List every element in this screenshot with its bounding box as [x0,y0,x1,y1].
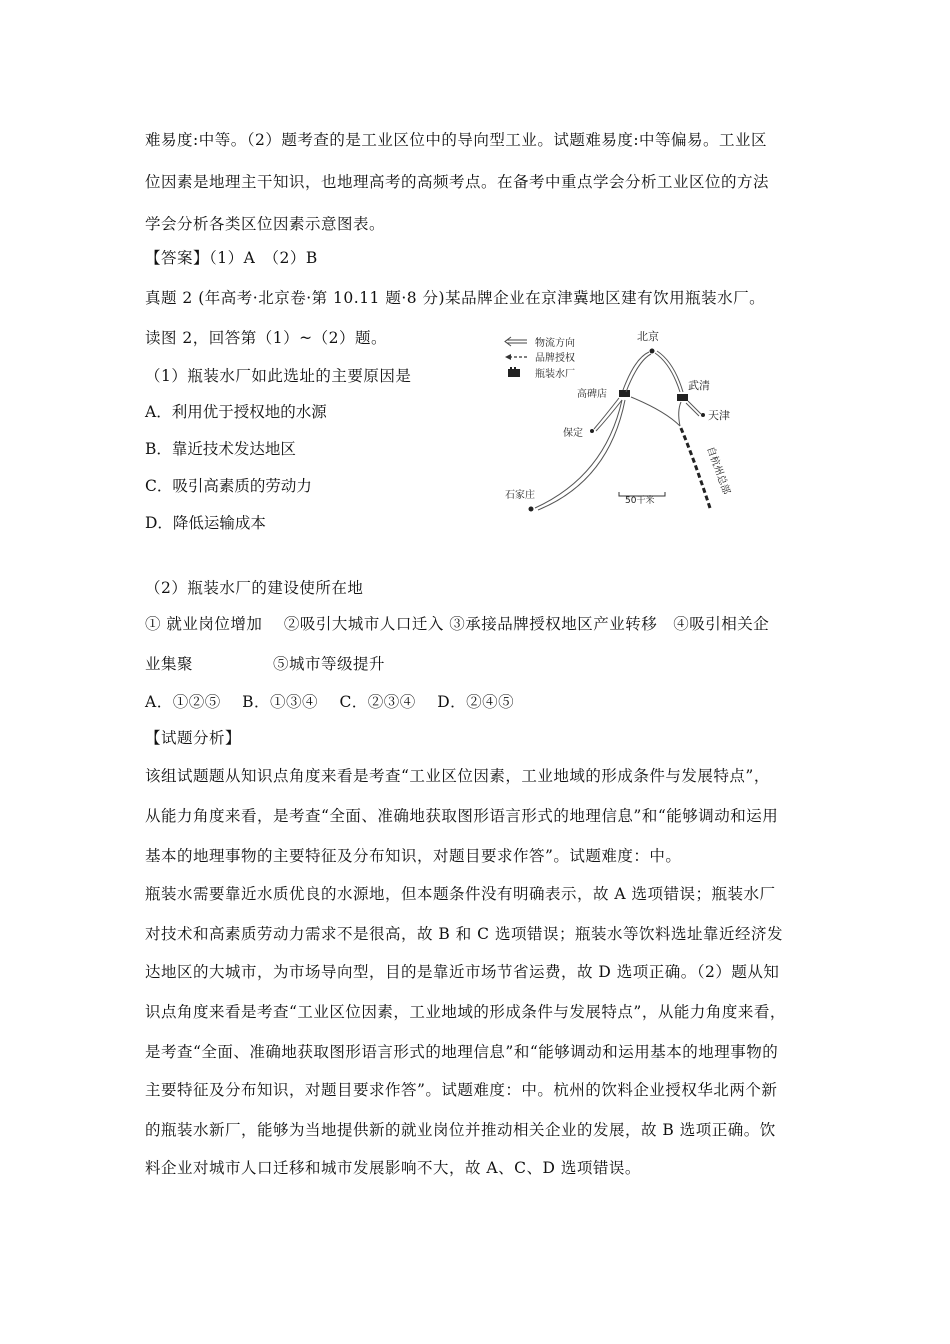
city-gaobeidian: 高碑店 [577,389,607,400]
gaobeidian-factory-icon [619,390,630,397]
analysis-line-6: 达地区的大城市，为市场导向型，目的是靠近市场节省运费，故 D 选项正确。（2）题从知 [145,963,780,981]
city-tianjin: 天津 [708,409,730,422]
map-legend [505,336,575,380]
analysis-line-8: 是考查“全面、准确地获取图形语言形式的地理信息”和“能够调动和运用基本的地理事物的 [145,1043,779,1061]
shijiazhuang-dot [529,507,534,512]
city-wuqing: 武清 [688,379,710,392]
q1-option-a: A．利用优于授权地的水源 [145,403,327,421]
scale-label: 50千米 [625,496,655,506]
q1-stem: （1）瓶装水厂如此选址的主要原因是 [145,367,412,385]
wuqing-factory-icon [677,394,688,401]
analysis-line-9: 主要特征及分布知识，对题目要求作答”。试题难度：中。杭州的饮料企业授权华北两个新 [145,1081,778,1099]
question-title: 真题 2 (年高考·北京卷·第 10.11 题·8 分)某品牌企业在京津冀地区建有饮用瓶装水厂。 [145,289,766,307]
license-flows [631,397,710,508]
analysis-line-11: 料企业对城市人口迁移和城市发展影响不大，故 A、C、D 选项错误。 [145,1159,641,1177]
analysis-line-4: 瓶装水需要靠近水质优良的水源地，但本题条件没有明确表示，故 A 选项错误；瓶装水厂 [145,885,776,903]
legend-logistics: 物流方向 [535,338,575,349]
legend-license: 品牌授权 [535,353,575,364]
analysis-line-2: 从能力角度来看，是考查“全面、准确地获取图形语言形式的地理信息”和“能够调动和运用 [145,807,779,825]
analysis-line-10: 的瓶装水新厂，能够为当地提供新的就业岗位并推动相关企业的发展，故 B 选项正确。饮 [145,1121,776,1139]
q1-option-b: B．靠近技术发达地区 [145,440,296,458]
analysis-line-1: 该组试题题从知识点角度来看是考查“工业区位因素，工业地域的形成条件与发展特点”， [145,767,770,785]
logistics-arrow-icon [505,337,511,346]
factory-icon [508,369,520,377]
intro-line-2: 位因素是地理主干知识，也地理高考的高频考点。在备考中重点学会分析工业区位的方法 [145,173,770,191]
baoding-dot [590,429,594,433]
q1-option-c: C．吸引高素质的劳动力 [145,477,312,495]
q2-stem: （2）瓶装水厂的建设使所在地 [145,579,364,597]
analysis-line-7: 识点角度来看是考查“工业区位因素，工业地域的形成条件与发展特点”，从能力角度来看， [145,1003,786,1021]
analysis-header: 【试题分析】 [145,729,242,747]
q1-option-d: D．降低运输成本 [145,514,266,532]
intro-line-3: 学会分析各类区位因素示意图表。 [145,215,386,233]
city-shijiazhuang: 石家庄 [505,490,535,501]
analysis-line-5: 对技术和高素质劳动力需求不是很高，故 B 和 C 选项错误；瓶装水等饮料选址靠近经济发 [145,925,783,943]
location-map-figure [495,326,755,516]
tianjin-dot [701,413,705,417]
license-arrow-icon [505,354,511,360]
intro-line-1: 难易度:中等。（2）题考查的是工业区位中的导向型工业。试题难易度:中等偏易。工业区 [145,131,768,149]
q2-items-line-1: ① 就业岗位增加 ②吸引大城市人口迁入 ③承接品牌授权地区产业转移 ④吸引相关企 [145,615,770,633]
analysis-line-3: 基本的地理事物的主要特征及分布知识，对题目要求作答”。试题难度：中。 [145,847,682,865]
q2-choices: A．①②⑤ B．①③④ C．②③④ D．②④⑤ [145,693,515,711]
answer-line: 【答案】（1）A （2）B [145,249,318,267]
legend-factory: 瓶装水厂 [535,369,575,380]
beijing-dot [650,349,655,354]
question-read: 读图 2，回答第（1）~（2）题。 [145,329,387,347]
hangzhou-label: 自杭州总部 [704,445,732,497]
city-baoding: 保定 [563,428,583,439]
city-beijing: 北京 [637,330,659,343]
q2-items-line-2: 业集聚 ⑤城市等级提升 [145,655,386,673]
